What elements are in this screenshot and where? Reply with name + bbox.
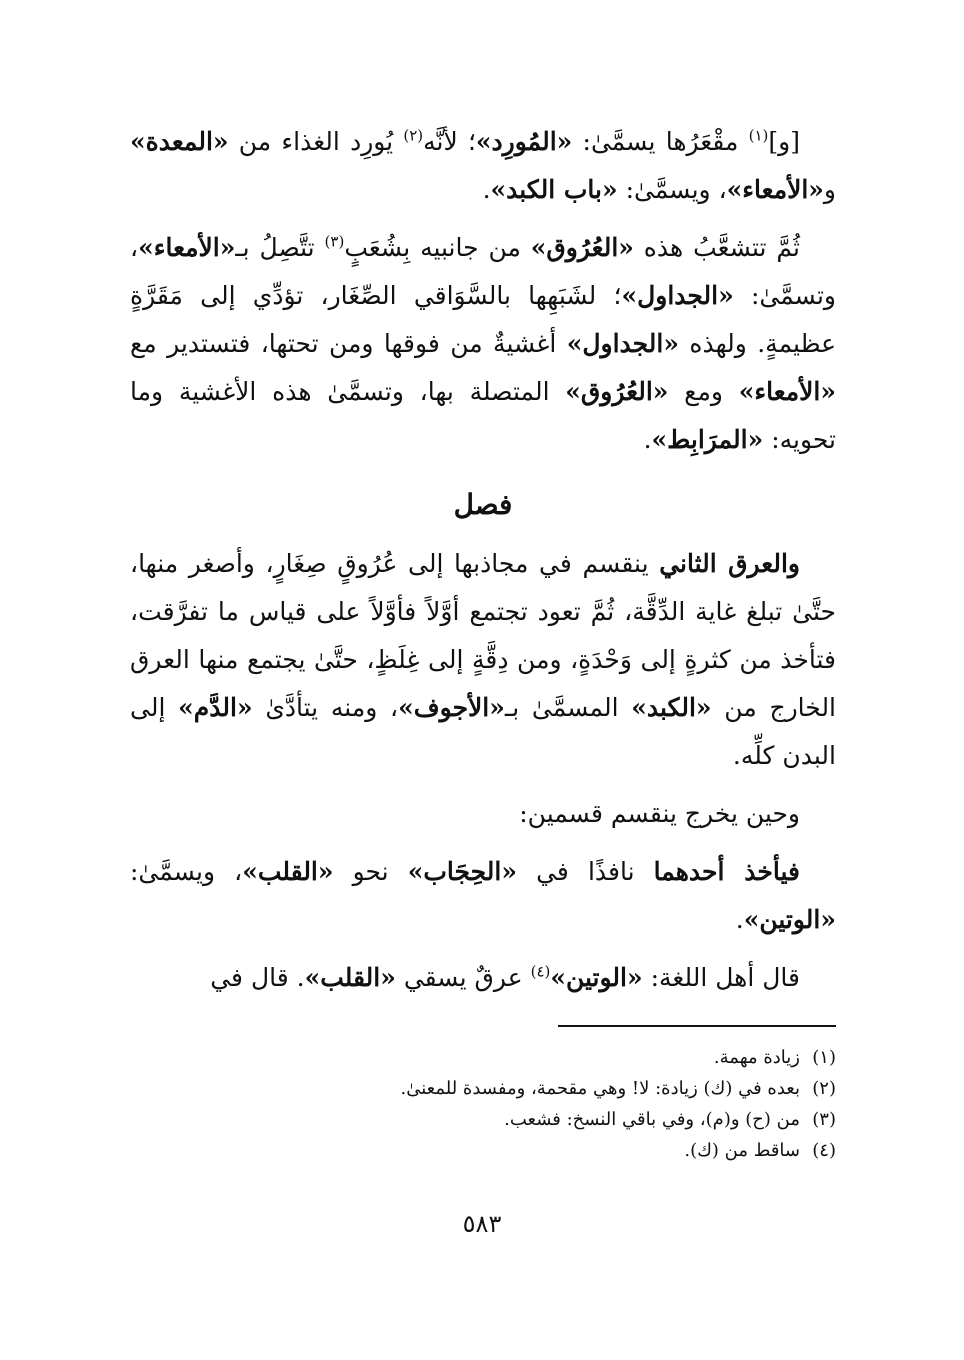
bold-term: «الأمعاء»: [738, 377, 836, 406]
text-run: ومع: [668, 377, 739, 406]
bold-term: «القلب»: [242, 857, 334, 886]
footnote-text: زيادة مهمة.: [713, 1047, 800, 1068]
paragraph-2: [130, 224, 836, 464]
text-run: من جانبيه بِشُعَبٍ: [344, 233, 531, 262]
text-run: مقْعَرُها يسمَّىٰ:: [572, 127, 749, 156]
footnote-text: بعده في (ك) زيادة: لا! وهي مقحمة، ومفسدة للمعنىٰ.: [400, 1078, 800, 1099]
main-text: [130, 118, 836, 1002]
text-run: نافذًا في: [516, 857, 654, 886]
paragraph-1: [130, 118, 836, 214]
text-run: إلى البدن كلِّه.: [130, 693, 836, 770]
footnote-divider: [558, 1025, 836, 1027]
paragraph-6: [130, 954, 836, 1002]
paragraph-4: [130, 790, 836, 838]
footnote-ref-1: (١): [748, 126, 769, 145]
footnote-text: ساقط من (ك).: [684, 1140, 800, 1161]
bold-term: «العُرُوق»: [530, 233, 634, 262]
footnote-ref-3: (٣): [324, 232, 345, 251]
paragraph-5: [130, 848, 836, 944]
text-run: ؛ لأنَّه: [423, 127, 476, 156]
text-run: ينقسم في مجاذبها إلى عُرُوقٍ صِغَارٍ، وأصغر منها، حتَّىٰ تبلغ غاية الدِّقَّة، ثُمَّ تعود تجتمع أوَّلاً فأوَّلاً على قياس ما تفرَّقت، فتأخذ من كثرةٍ إلى وَحْدَةٍ، ومن دِقَّةٍ إلى غِلَظٍ، حتَّىٰ يجتمع منها العرق الخارج من: [130, 549, 837, 722]
text-run: أغشيةٌ من فوقها ومن تحتها، فتستدير مع: [130, 329, 567, 358]
bold-term: «المرَابِط»: [651, 425, 764, 454]
section-heading: فصل: [453, 488, 513, 521]
bold-term: «الحِجَاب»: [407, 857, 517, 886]
bold-term: فيأخذ أحدهما: [653, 857, 800, 886]
text-run: ، ويسمَّىٰ:: [130, 857, 243, 886]
footnote-4: [130, 1135, 836, 1166]
text-run: و: [823, 175, 836, 204]
bold-term: «الوتين»: [743, 905, 836, 934]
footnote-text: من (ح) و(م)، وفي باقي النسخ: فشعب.: [504, 1109, 800, 1130]
text-run: تتَّصِلُ بـ: [235, 233, 325, 262]
text-run: ، ويسمَّىٰ:: [617, 175, 727, 204]
text-run: عرقٌ يسقي: [395, 963, 531, 992]
footnote-ref-4: (٤): [530, 962, 551, 981]
footnote-number: (٢): [812, 1078, 836, 1099]
text-run: ثُمَّ تتشعَّبُ هذه: [633, 233, 800, 262]
bold-term: «المعدة»: [130, 127, 229, 156]
footnote-3: [130, 1104, 836, 1135]
bold-term: «الأمعاء»: [138, 233, 236, 262]
text-run: . قال في: [210, 963, 305, 992]
text-run: .: [643, 425, 652, 454]
text-run: ، وتسمَّىٰ:: [130, 233, 836, 310]
text-run: ، ومنه يتأدَّىٰ: [252, 693, 399, 722]
page-number: ٥٨٣: [462, 1210, 502, 1238]
bold-term: «الكبد»: [631, 693, 712, 722]
footnote-ref-2: (٢): [403, 126, 424, 145]
text-run: المسمَّىٰ بـ: [504, 693, 632, 722]
bold-term: «الوتين»: [550, 963, 643, 992]
bold-term: «باب الكبد»: [490, 175, 618, 204]
text-run: نحو: [333, 857, 408, 886]
text-run: .: [482, 175, 491, 204]
bold-term: «الأمعاء»: [726, 175, 824, 204]
text-run: ؛ لشَبَهِها بالسَّوَاقي الصِّغَار، تؤدِّي إلى مَقَرَّةٍ عظيمةٍ. ولهذه: [130, 281, 836, 358]
text-run: قال أهل اللغة:: [642, 963, 800, 992]
bold-term: والعرق الثاني: [659, 549, 800, 578]
bold-term: «الأجوف»: [398, 693, 505, 722]
text-run: يُورِد الغذاء من: [228, 127, 404, 156]
bold-term: «العُرُوق»: [565, 377, 669, 406]
bold-term: «المُورِد»: [475, 127, 573, 156]
footnote-number: (٣): [812, 1109, 836, 1130]
text-run: .: [735, 905, 744, 934]
text-run: وحين يخرج ينقسم قسمين:: [519, 799, 800, 828]
text-run: المتصلة بها، وتسمَّىٰ هذه الأغشية وما تحويه:: [130, 377, 836, 454]
bold-term: «القلب»: [304, 963, 396, 992]
text-run: [و]: [768, 127, 800, 156]
bold-term: «الدَّم»: [178, 693, 253, 722]
footnote-number: (١): [812, 1047, 836, 1068]
bold-term: «الجداول»: [566, 329, 679, 358]
footnote-number: (٤): [812, 1140, 836, 1161]
footnotes: [130, 1042, 836, 1166]
paragraph-3: [130, 540, 836, 780]
bold-term: «الجداول»: [621, 281, 734, 310]
footnote-1: [130, 1042, 836, 1073]
footnote-2: [130, 1073, 836, 1104]
